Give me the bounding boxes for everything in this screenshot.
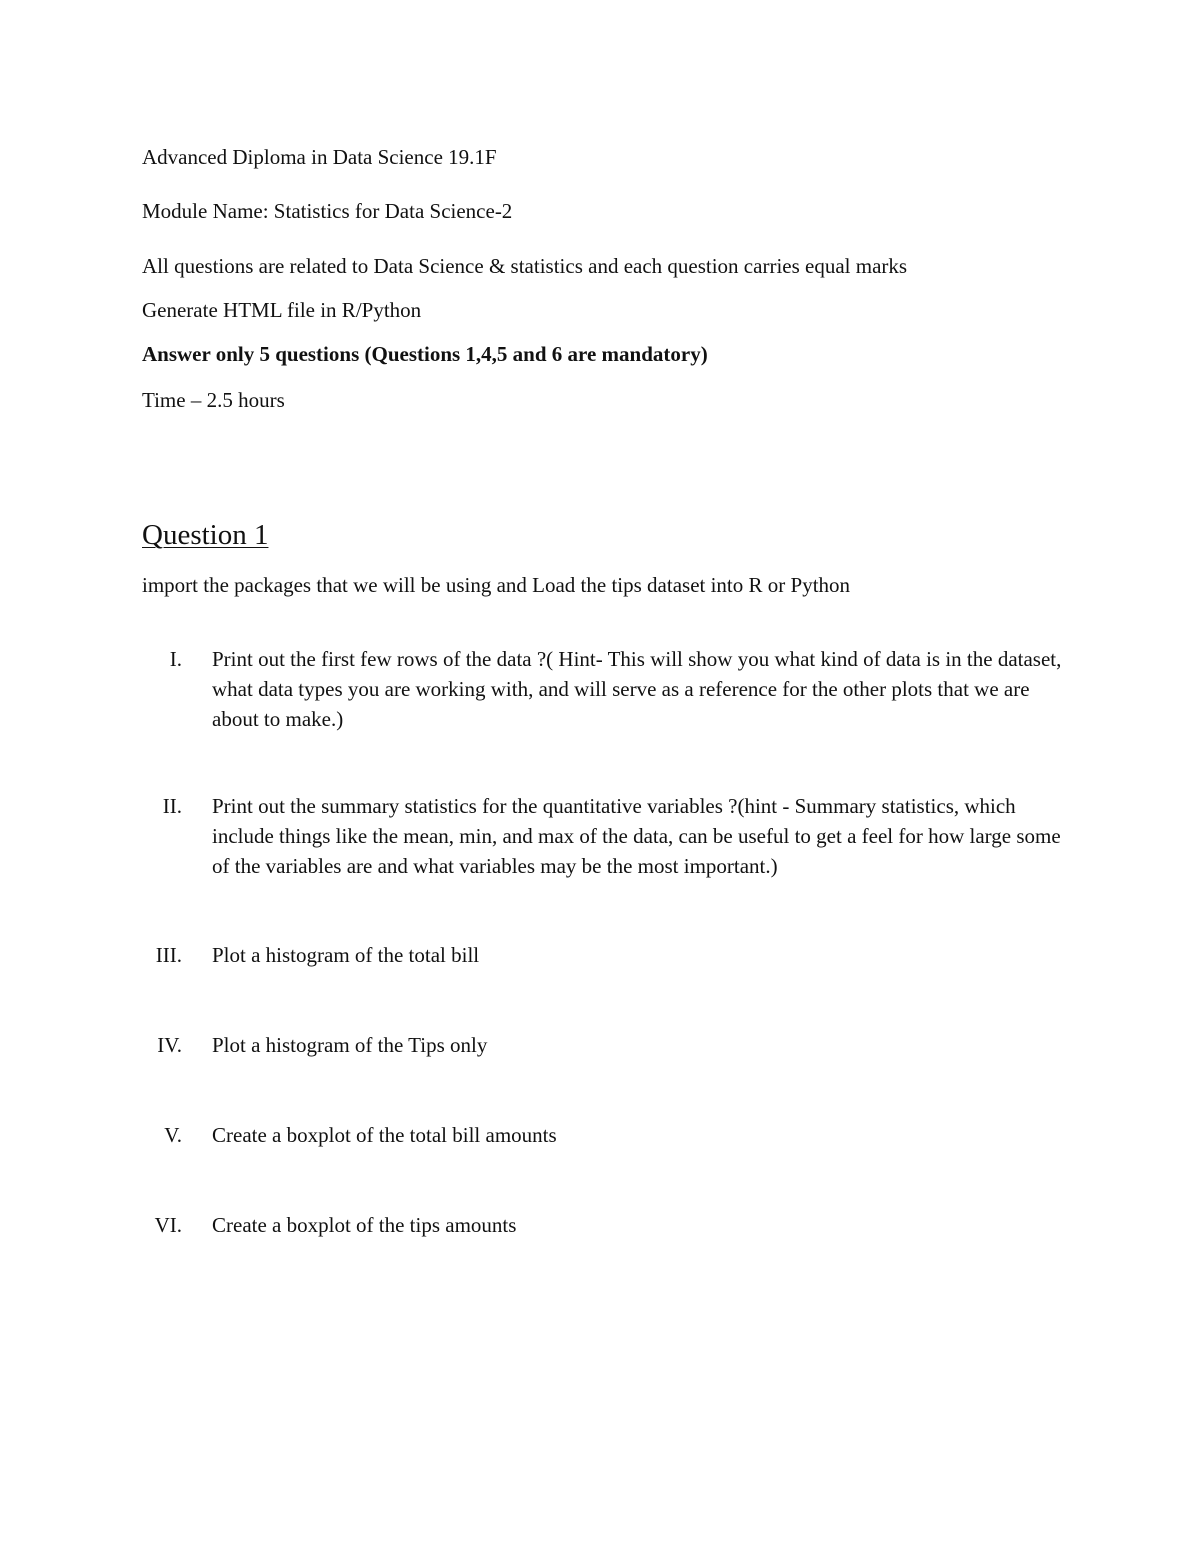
generate-instruction: Generate HTML file in R/Python bbox=[142, 298, 422, 322]
question-1-title: Question 1 bbox=[142, 519, 269, 551]
item-numeral: I. bbox=[169, 647, 182, 671]
item-text: Plot a histogram of the total bill bbox=[212, 943, 480, 967]
item-numeral: IV. bbox=[157, 1033, 182, 1057]
answer-rule: Answer only 5 questions (Questions 1,4,5 and 6 are mandatory) bbox=[142, 342, 708, 366]
item-numeral: V. bbox=[164, 1123, 182, 1147]
item-numeral: II. bbox=[162, 794, 182, 818]
item-text: Create a boxplot of the tips amounts bbox=[212, 1213, 517, 1237]
module-name: Module Name: Statistics for Data Science-2 bbox=[142, 199, 513, 223]
item-numeral: VI. bbox=[154, 1213, 182, 1237]
item-text: Print out the first few rows of the data ?( Hint- This will show you what kind of data is in the dataset, what data types you are working with, and will serve as a reference for the other plots that we are about to make.) bbox=[212, 647, 1062, 731]
time-limit: Time – 2.5 hours bbox=[142, 388, 285, 412]
marks-info: All questions are related to Data Science & statistics and each question carries equal marks bbox=[142, 254, 908, 278]
course-title: Advanced Diploma in Data Science 19.1F bbox=[142, 145, 497, 169]
item-text: Plot a histogram of the Tips only bbox=[212, 1033, 488, 1057]
item-numeral: III. bbox=[155, 943, 182, 967]
question-1-intro: import the packages that we will be using and Load the tips dataset into R or Python bbox=[142, 573, 851, 597]
item-text: Create a boxplot of the total bill amounts bbox=[212, 1123, 557, 1147]
item-text: Print out the summary statistics for the quantitative variables ?(hint - Summary statistics, which include things like the mean, min, and max of the data, can be useful to get a feel for how large some of the variables are and what variables may be the most important.) bbox=[212, 794, 1061, 878]
